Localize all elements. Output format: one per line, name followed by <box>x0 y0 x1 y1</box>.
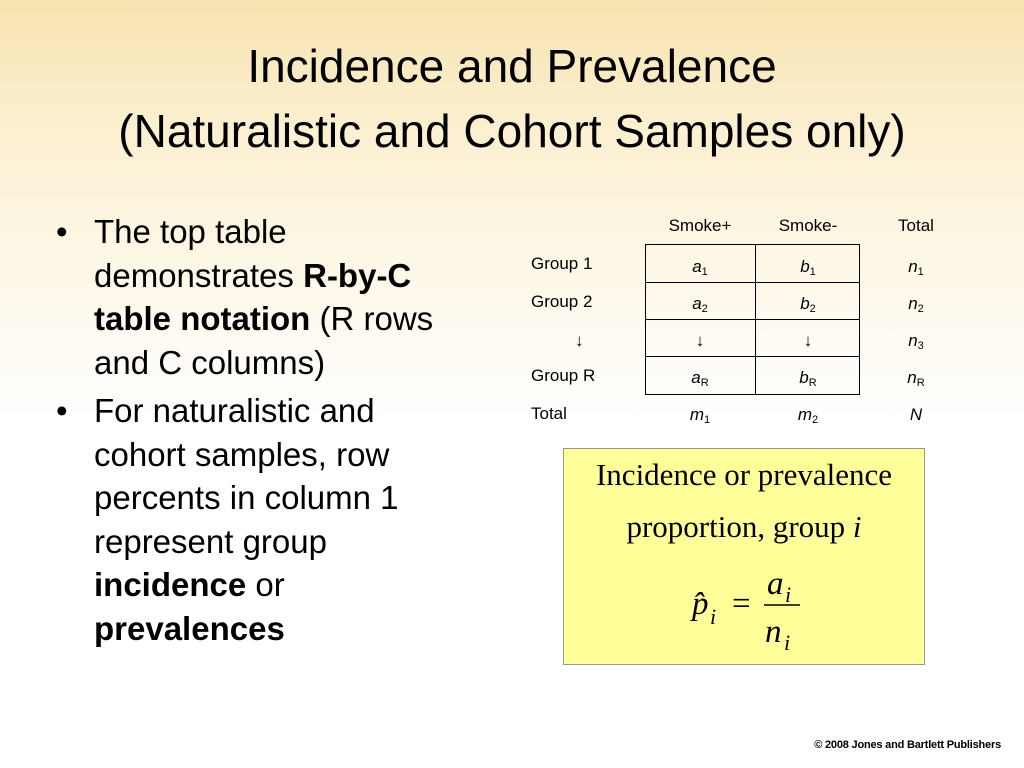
table-cell: $a_1$ <box>692 257 708 278</box>
row-label: Group 1 <box>531 254 593 273</box>
row-label: Total <box>531 404 567 423</box>
proportion-equation <box>564 554 924 664</box>
down-arrow-icon: ↓ <box>575 331 584 350</box>
bullet-bold-text: prevalences <box>94 609 285 647</box>
table-cell: $m_2$ <box>797 405 819 426</box>
grid-divider <box>646 282 859 283</box>
row-label: Group R <box>531 366 596 385</box>
table-cell: $n_3$ <box>908 331 924 352</box>
bullet-dot-icon: • <box>56 213 68 250</box>
table-cell: $b_2$ <box>800 294 816 315</box>
numerator-subscript: i <box>785 582 792 607</box>
grid-divider <box>646 319 859 320</box>
table-cell: $n_R$ <box>907 368 925 389</box>
bullet-text: The top table demonstrates <box>94 213 304 294</box>
numerator: a <box>767 566 784 602</box>
bullet-text: or <box>246 566 285 603</box>
bullet-item <box>48 389 468 650</box>
down-arrow-icon: ↓ <box>803 331 813 350</box>
table-cell: $m_1$ <box>689 405 711 426</box>
column-header: Smoke+ <box>668 216 732 235</box>
table-cell: N <box>909 405 923 424</box>
down-arrow-icon: ↓ <box>695 331 705 350</box>
column-header: Smoke- <box>778 216 838 235</box>
formula-caption: proportion, group i <box>626 509 862 544</box>
subscript-i: i <box>710 604 717 629</box>
bullet-bold-text: incidence <box>94 566 247 603</box>
bullet-dot-icon: • <box>56 392 68 429</box>
formula-caption: Incidence or prevalence <box>595 457 893 492</box>
denominator-subscript: i <box>784 630 791 655</box>
bullet-item <box>48 210 468 384</box>
bullet-list <box>48 210 468 655</box>
slide-title: Incidence and Prevalence <box>247 40 777 92</box>
column-header: Total <box>898 216 934 235</box>
table-cell: $b_1$ <box>800 257 816 278</box>
grid-divider <box>646 356 859 357</box>
p-hat-symbol: p̂ <box>692 586 709 622</box>
denominator: n <box>765 614 782 650</box>
equals-sign: = <box>732 586 751 622</box>
table-cell: $n_2$ <box>908 294 924 315</box>
row-label: Group 2 <box>531 292 593 311</box>
table-cell: $b_R$ <box>799 368 817 389</box>
copyright-notice: © 2008 Jones and Bartlett Publishers <box>814 739 1001 751</box>
table-cell: $a_R$ <box>691 368 709 389</box>
slide-subtitle: (Naturalistic and Cohort Samples only) <box>118 105 906 157</box>
bullet-text: For naturalistic and cohort samples, row percents in column 1 represent group <box>94 392 399 560</box>
table-cell: $a_2$ <box>692 294 708 315</box>
bullet-bold-text: R-by-C table notation <box>94 256 412 337</box>
bullet-text: (R rows and C columns) <box>94 300 434 381</box>
formula-box <box>563 448 925 665</box>
table-cell: $n_1$ <box>908 257 924 278</box>
